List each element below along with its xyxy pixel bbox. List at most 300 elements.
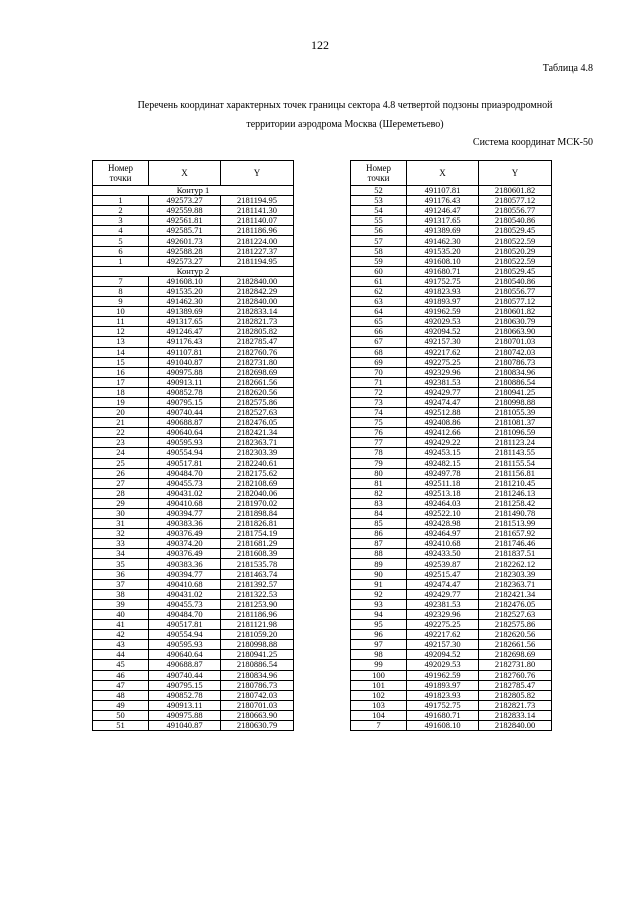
y-coordinate-cell: 2181657.92: [479, 529, 552, 539]
x-coordinate-cell: 492275.25: [407, 620, 479, 630]
x-coordinate-cell: 492474.47: [407, 397, 479, 407]
table-row: [351, 216, 552, 226]
point-number-cell: 24: [93, 448, 149, 458]
x-coordinate-cell: 492275.25: [407, 357, 479, 367]
x-coordinate-cell: 490688.87: [149, 660, 221, 670]
point-number-cell: 80: [351, 468, 407, 478]
y-coordinate-cell: 2182760.76: [479, 670, 552, 680]
x-coordinate-cell: 492029.53: [407, 317, 479, 327]
x-coordinate-cell: 492217.62: [407, 347, 479, 357]
point-number-cell: 29: [93, 498, 149, 508]
y-coordinate-cell: 2181513.99: [479, 519, 552, 529]
y-coordinate-cell: 2181253.90: [221, 599, 294, 609]
table-row: [351, 509, 552, 519]
x-coordinate-cell: 492428.98: [407, 519, 479, 529]
y-coordinate-cell: 2180529.45: [479, 266, 552, 276]
table-row: [351, 438, 552, 448]
x-coordinate-cell: 492497.78: [407, 468, 479, 478]
document-title: [95, 96, 595, 134]
point-number-cell: 41: [93, 620, 149, 630]
y-coordinate-cell: 2180701.03: [479, 337, 552, 347]
y-coordinate-cell: 2180998.88: [479, 397, 552, 407]
x-coordinate-cell: 492410.68: [407, 539, 479, 549]
y-coordinate-cell: 2180556.77: [479, 206, 552, 216]
y-coordinate-cell: 2181246.13: [479, 488, 552, 498]
point-number-cell: 14: [93, 347, 149, 357]
point-number-cell: 78: [351, 448, 407, 458]
table-row: [93, 458, 294, 468]
point-number-cell: 39: [93, 599, 149, 609]
y-coordinate-cell: 2181490.78: [479, 509, 552, 519]
x-coordinate-cell: 492157.30: [407, 640, 479, 650]
point-number-cell: 8: [93, 286, 149, 296]
header-point-number: [93, 161, 149, 186]
point-number-cell: 81: [351, 478, 407, 488]
x-coordinate-cell: 491462.30: [407, 236, 479, 246]
y-coordinate-cell: 2182108.69: [221, 478, 294, 488]
point-number-cell: 96: [351, 630, 407, 640]
table-row: [93, 650, 294, 660]
table-row: [93, 206, 294, 216]
point-number-cell: 61: [351, 276, 407, 286]
point-number-cell: 60: [351, 266, 407, 276]
y-coordinate-cell: 2181224.00: [221, 236, 294, 246]
table-body-right: [351, 186, 552, 731]
table-row: [93, 478, 294, 488]
y-coordinate-cell: 2182785.47: [221, 337, 294, 347]
y-coordinate-cell: 2180886.54: [479, 377, 552, 387]
x-coordinate-cell: 490554.94: [149, 630, 221, 640]
x-coordinate-cell: 491962.59: [407, 307, 479, 317]
table-row: [93, 256, 294, 266]
point-number-cell: 22: [93, 428, 149, 438]
y-coordinate-cell: 2182833.14: [479, 710, 552, 720]
x-coordinate-cell: 491040.87: [149, 357, 221, 367]
table-row: [351, 206, 552, 216]
coordinates-table-left: [92, 160, 294, 731]
table-row: [351, 680, 552, 690]
table-row: [93, 408, 294, 418]
x-coordinate-cell: 491317.65: [407, 216, 479, 226]
table-row: [351, 478, 552, 488]
y-coordinate-cell: 2180941.25: [479, 387, 552, 397]
y-coordinate-cell: 2182476.05: [221, 418, 294, 428]
y-coordinate-cell: 2182527.63: [221, 408, 294, 418]
table-row: [93, 246, 294, 256]
header-x: X: [149, 161, 221, 186]
table-row: [351, 397, 552, 407]
table-row: [351, 529, 552, 539]
y-coordinate-cell: 2182040.06: [221, 488, 294, 498]
table-row: [351, 256, 552, 266]
x-coordinate-cell: 491462.30: [149, 297, 221, 307]
y-coordinate-cell: 2182620.56: [221, 387, 294, 397]
point-number-cell: 4: [93, 226, 149, 236]
table-row: [93, 549, 294, 559]
table-row: [351, 276, 552, 286]
y-coordinate-cell: 2181121.98: [221, 620, 294, 630]
point-number-cell: 10: [93, 307, 149, 317]
table-row: [351, 226, 552, 236]
table-row: [93, 276, 294, 286]
x-coordinate-cell: 492094.52: [407, 327, 479, 337]
y-coordinate-cell: 2182833.14: [221, 307, 294, 317]
table-row: [351, 559, 552, 569]
y-coordinate-cell: 2181055.39: [479, 408, 552, 418]
y-coordinate-cell: 2180701.03: [221, 700, 294, 710]
x-coordinate-cell: 490852.78: [149, 387, 221, 397]
table-row: [351, 317, 552, 327]
x-coordinate-cell: 492429.77: [407, 589, 479, 599]
y-coordinate-cell: 2182731.80: [479, 660, 552, 670]
y-coordinate-cell: 2182421.34: [221, 428, 294, 438]
point-number-cell: 55: [351, 216, 407, 226]
header-point-number-line1: Номер: [107, 163, 134, 173]
table-row: [93, 609, 294, 619]
x-coordinate-cell: 491107.81: [407, 186, 479, 196]
y-coordinate-cell: 2180601.82: [479, 186, 552, 196]
point-number-cell: 47: [93, 680, 149, 690]
x-coordinate-cell: 491317.65: [149, 317, 221, 327]
table-row: [93, 357, 294, 367]
point-number-cell: 15: [93, 357, 149, 367]
x-coordinate-cell: 492573.27: [149, 196, 221, 206]
point-number-cell: 35: [93, 559, 149, 569]
point-number-cell: 27: [93, 478, 149, 488]
point-number-cell: 25: [93, 458, 149, 468]
table-row: [93, 660, 294, 670]
point-number-cell: 69: [351, 357, 407, 367]
table-row: [351, 347, 552, 357]
x-coordinate-cell: 491176.43: [149, 337, 221, 347]
x-coordinate-cell: 492429.77: [407, 387, 479, 397]
y-coordinate-cell: 2182821.73: [479, 700, 552, 710]
point-number-cell: 6: [93, 246, 149, 256]
y-coordinate-cell: 2182785.47: [479, 680, 552, 690]
table-row: [351, 620, 552, 630]
y-coordinate-cell: 2180941.25: [221, 650, 294, 660]
table-row: [93, 438, 294, 448]
x-coordinate-cell: 492217.62: [407, 630, 479, 640]
y-coordinate-cell: 2180540.86: [479, 276, 552, 286]
table-row: [351, 448, 552, 458]
table-row: [93, 700, 294, 710]
table-row: [93, 216, 294, 226]
point-number-cell: 67: [351, 337, 407, 347]
y-coordinate-cell: 2181608.39: [221, 549, 294, 559]
table-row: [93, 468, 294, 478]
point-number-cell: 92: [351, 589, 407, 599]
table-row: [351, 367, 552, 377]
x-coordinate-cell: 492464.97: [407, 529, 479, 539]
point-number-cell: 32: [93, 529, 149, 539]
title-line-1: Перечень координат характерных точек границы сектора 4.8 четвертой подзоны приаэродромной: [137, 100, 553, 111]
table-row: [351, 337, 552, 347]
table-row: [93, 670, 294, 680]
table-row: [351, 498, 552, 508]
x-coordinate-cell: 490740.44: [149, 670, 221, 680]
table-row: [93, 428, 294, 438]
y-coordinate-cell: 2181186.96: [221, 226, 294, 236]
point-number-cell: 37: [93, 579, 149, 589]
table-row: [351, 670, 552, 680]
y-coordinate-cell: 2182760.76: [221, 347, 294, 357]
point-number-cell: 21: [93, 418, 149, 428]
x-coordinate-cell: 490383.36: [149, 519, 221, 529]
y-coordinate-cell: 2181898.84: [221, 509, 294, 519]
y-coordinate-cell: 2180577.12: [479, 196, 552, 206]
point-number-cell: 38: [93, 589, 149, 599]
x-coordinate-cell: 492559.88: [149, 206, 221, 216]
table-row: [351, 488, 552, 498]
y-coordinate-cell: 2182698.69: [479, 650, 552, 660]
table-row: [351, 569, 552, 579]
y-coordinate-cell: 2181096.59: [479, 428, 552, 438]
y-coordinate-cell: 2181123.24: [479, 438, 552, 448]
point-number-cell: 52: [351, 186, 407, 196]
table-row: [351, 186, 552, 196]
x-coordinate-cell: 490640.64: [149, 650, 221, 660]
x-coordinate-cell: 492588.28: [149, 246, 221, 256]
table-row: [351, 599, 552, 609]
y-coordinate-cell: 2180529.45: [479, 226, 552, 236]
point-number-cell: 7: [93, 276, 149, 286]
x-coordinate-cell: 490431.02: [149, 488, 221, 498]
table-row: [93, 337, 294, 347]
x-coordinate-cell: 492512.88: [407, 408, 479, 418]
table-row: [93, 226, 294, 236]
point-number-cell: 7: [351, 720, 407, 730]
x-coordinate-cell: 490455.73: [149, 478, 221, 488]
y-coordinate-cell: 2181059.20: [221, 630, 294, 640]
table-row: [93, 498, 294, 508]
x-coordinate-cell: 492539.87: [407, 559, 479, 569]
y-coordinate-cell: 2181754.19: [221, 529, 294, 539]
y-coordinate-cell: 2182421.34: [479, 589, 552, 599]
x-coordinate-cell: 491680.71: [407, 710, 479, 720]
y-coordinate-cell: 2181463.74: [221, 569, 294, 579]
x-coordinate-cell: 492408.86: [407, 418, 479, 428]
point-number-cell: 19: [93, 397, 149, 407]
y-coordinate-cell: 2182661.56: [221, 377, 294, 387]
x-coordinate-cell: 492429.22: [407, 438, 479, 448]
point-number-cell: 5: [93, 236, 149, 246]
y-coordinate-cell: 2181837.51: [479, 549, 552, 559]
x-coordinate-cell: 492094.52: [407, 650, 479, 660]
table-row: [93, 559, 294, 569]
x-coordinate-cell: 492522.10: [407, 509, 479, 519]
table-row: [93, 509, 294, 519]
x-coordinate-cell: 491389.69: [149, 307, 221, 317]
point-number-cell: 26: [93, 468, 149, 478]
y-coordinate-cell: 2180786.73: [221, 680, 294, 690]
table-header-row: [93, 161, 294, 186]
y-coordinate-cell: 2182620.56: [479, 630, 552, 640]
x-coordinate-cell: 490975.88: [149, 367, 221, 377]
x-coordinate-cell: 491893.97: [407, 680, 479, 690]
x-coordinate-cell: 491823.93: [407, 690, 479, 700]
y-coordinate-cell: 2181392.57: [221, 579, 294, 589]
point-number-cell: 9: [93, 297, 149, 307]
y-coordinate-cell: 2180522.59: [479, 236, 552, 246]
y-coordinate-cell: 2182575.86: [479, 620, 552, 630]
y-coordinate-cell: 2182842.29: [221, 286, 294, 296]
x-coordinate-cell: 491535.20: [149, 286, 221, 296]
x-coordinate-cell: 490383.36: [149, 559, 221, 569]
point-number-cell: 63: [351, 297, 407, 307]
table-row: [93, 620, 294, 630]
table-row: [351, 377, 552, 387]
table-row: [93, 196, 294, 206]
table-row: [93, 367, 294, 377]
table-row: [93, 397, 294, 407]
point-number-cell: 3: [93, 216, 149, 226]
y-coordinate-cell: 2182527.63: [479, 609, 552, 619]
point-number-cell: 70: [351, 367, 407, 377]
y-coordinate-cell: 2181681.29: [221, 539, 294, 549]
point-number-cell: 40: [93, 609, 149, 619]
page-number: 122: [311, 38, 329, 52]
point-number-cell: 66: [351, 327, 407, 337]
x-coordinate-cell: 490376.49: [149, 529, 221, 539]
y-coordinate-cell: 2182840.00: [479, 720, 552, 730]
y-coordinate-cell: 2181227.37: [221, 246, 294, 256]
header-x: X: [407, 161, 479, 186]
point-number-cell: 95: [351, 620, 407, 630]
point-number-cell: 23: [93, 438, 149, 448]
x-coordinate-cell: 490795.15: [149, 680, 221, 690]
y-coordinate-cell: 2180886.54: [221, 660, 294, 670]
table-row: [351, 327, 552, 337]
y-coordinate-cell: 2181186.96: [221, 609, 294, 619]
x-coordinate-cell: 492601.73: [149, 236, 221, 246]
x-coordinate-cell: 492585.71: [149, 226, 221, 236]
x-coordinate-cell: 490913.11: [149, 377, 221, 387]
x-coordinate-cell: 491107.81: [149, 347, 221, 357]
point-number-cell: 17: [93, 377, 149, 387]
x-coordinate-cell: 492381.53: [407, 599, 479, 609]
point-number-cell: 77: [351, 438, 407, 448]
table-row: [351, 549, 552, 559]
point-number-cell: 104: [351, 710, 407, 720]
y-coordinate-cell: 2182698.69: [221, 367, 294, 377]
point-number-cell: 64: [351, 307, 407, 317]
point-number-cell: 36: [93, 569, 149, 579]
point-number-cell: 88: [351, 549, 407, 559]
table-row: [93, 236, 294, 246]
point-number-cell: 74: [351, 408, 407, 418]
section-title: Контур 2: [93, 266, 294, 276]
table-row: [351, 458, 552, 468]
x-coordinate-cell: 490484.70: [149, 609, 221, 619]
table-row: [351, 196, 552, 206]
y-coordinate-cell: 2182262.12: [479, 559, 552, 569]
section-title: Контур 1: [93, 186, 294, 196]
x-coordinate-cell: 490517.81: [149, 458, 221, 468]
point-number-cell: 57: [351, 236, 407, 246]
point-number-cell: 53: [351, 196, 407, 206]
table-row: [93, 589, 294, 599]
y-coordinate-cell: 2181970.02: [221, 498, 294, 508]
table-row: [351, 408, 552, 418]
x-coordinate-cell: 490554.94: [149, 448, 221, 458]
y-coordinate-cell: 2180520.29: [479, 246, 552, 256]
x-coordinate-cell: 492329.96: [407, 609, 479, 619]
x-coordinate-cell: 492513.18: [407, 488, 479, 498]
point-number-cell: 71: [351, 377, 407, 387]
point-number-cell: 54: [351, 206, 407, 216]
x-coordinate-cell: 490410.68: [149, 579, 221, 589]
x-coordinate-cell: 490975.88: [149, 710, 221, 720]
x-coordinate-cell: 490517.81: [149, 620, 221, 630]
point-number-cell: 13: [93, 337, 149, 347]
point-number-cell: 59: [351, 256, 407, 266]
point-number-cell: 56: [351, 226, 407, 236]
table-row: [93, 539, 294, 549]
table-row: [351, 690, 552, 700]
y-coordinate-cell: 2180742.03: [479, 347, 552, 357]
table-row: [93, 569, 294, 579]
point-number-cell: 83: [351, 498, 407, 508]
point-number-cell: 1: [93, 196, 149, 206]
x-coordinate-cell: 491246.47: [407, 206, 479, 216]
x-coordinate-cell: 491608.10: [407, 256, 479, 266]
point-number-cell: 34: [93, 549, 149, 559]
point-number-cell: 48: [93, 690, 149, 700]
table-row: [93, 519, 294, 529]
x-coordinate-cell: 490795.15: [149, 397, 221, 407]
y-coordinate-cell: 2180786.73: [479, 357, 552, 367]
title-line-2: территории аэродрома Москва (Шереметьево): [246, 119, 444, 130]
x-coordinate-cell: 492329.96: [407, 367, 479, 377]
y-coordinate-cell: 2182575.86: [221, 397, 294, 407]
y-coordinate-cell: 2182731.80: [221, 357, 294, 367]
x-coordinate-cell: 491893.97: [407, 297, 479, 307]
x-coordinate-cell: 490595.93: [149, 438, 221, 448]
y-coordinate-cell: 2182840.00: [221, 276, 294, 286]
y-coordinate-cell: 2180601.82: [479, 307, 552, 317]
point-number-cell: 50: [93, 710, 149, 720]
y-coordinate-cell: 2181210.45: [479, 478, 552, 488]
coordinate-system-label: Система координат МСК-50: [472, 137, 593, 148]
x-coordinate-cell: 491752.75: [407, 700, 479, 710]
point-number-cell: 43: [93, 640, 149, 650]
y-coordinate-cell: 2182175.62: [221, 468, 294, 478]
coordinates-table-right: [350, 160, 552, 731]
table-row: [93, 529, 294, 539]
table-row: [351, 387, 552, 397]
point-number-cell: 103: [351, 700, 407, 710]
table-row: [93, 579, 294, 589]
table-row: [351, 418, 552, 428]
x-coordinate-cell: 492453.15: [407, 448, 479, 458]
y-coordinate-cell: 2182476.05: [479, 599, 552, 609]
y-coordinate-cell: 2182363.71: [479, 579, 552, 589]
y-coordinate-cell: 2180540.86: [479, 216, 552, 226]
y-coordinate-cell: 2181143.55: [479, 448, 552, 458]
x-coordinate-cell: 491680.71: [407, 266, 479, 276]
header-y: Y: [221, 161, 294, 186]
point-number-cell: 75: [351, 418, 407, 428]
table-row: [351, 640, 552, 650]
point-number-cell: 87: [351, 539, 407, 549]
x-coordinate-cell: 492511.18: [407, 478, 479, 488]
table-row: [351, 286, 552, 296]
table-row: [351, 660, 552, 670]
x-coordinate-cell: 492029.53: [407, 660, 479, 670]
point-number-cell: 79: [351, 458, 407, 468]
table-row: [351, 236, 552, 246]
